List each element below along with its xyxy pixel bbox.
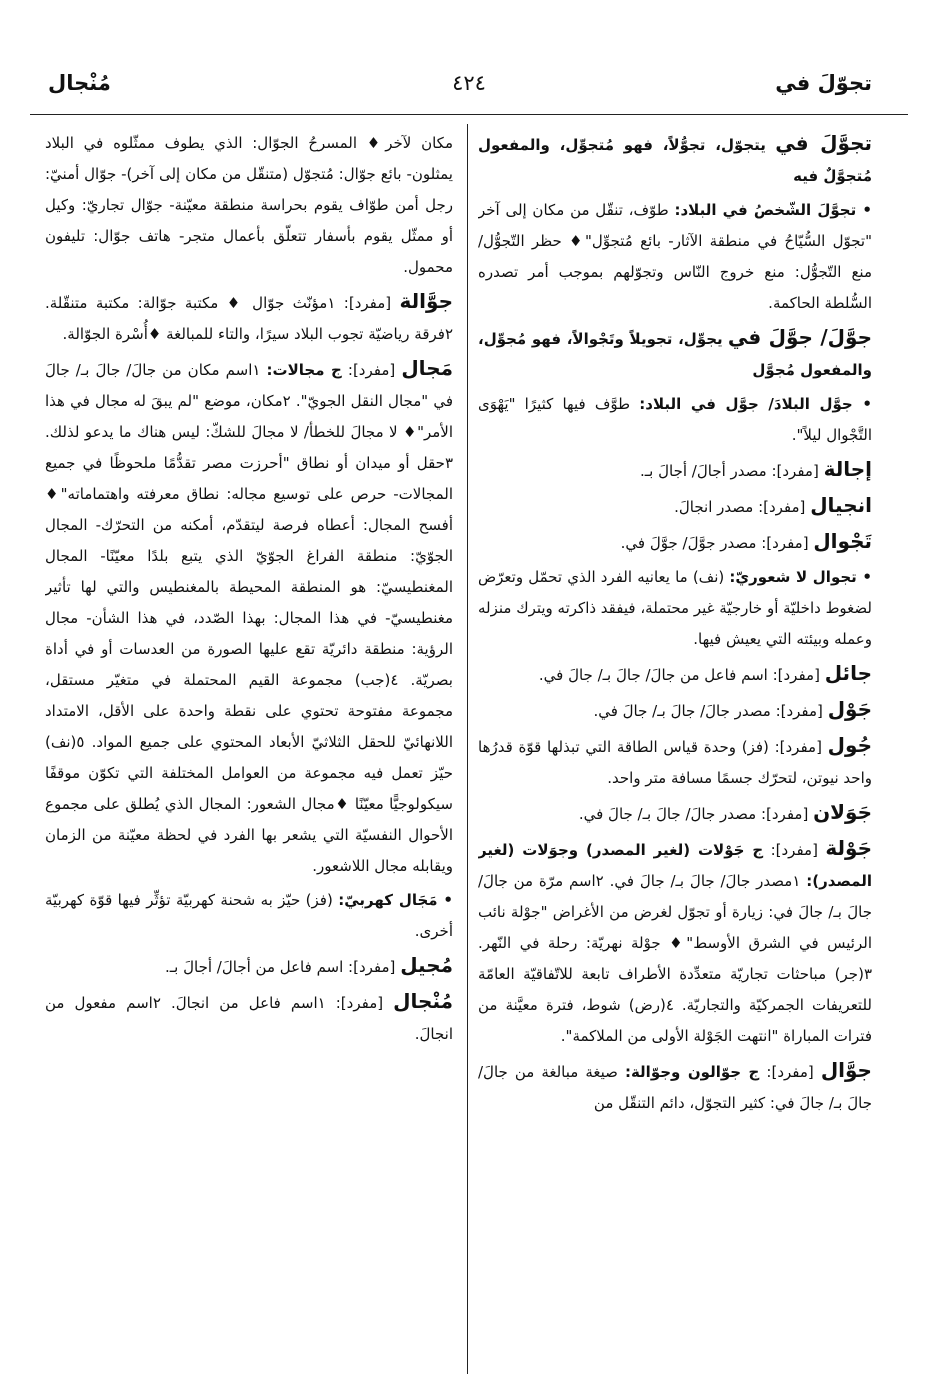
headword: جوَّال bbox=[820, 1058, 872, 1082]
page-number: ٤٢٤ bbox=[452, 71, 486, 95]
headword: جوَّالة bbox=[399, 289, 453, 313]
subentry-head: • جوَّل البلادَ/ جوَّل في البلاد: bbox=[639, 395, 872, 413]
entry-munjal bbox=[45, 986, 453, 1050]
definition: ١اسم مكان من جالَ/ جالَ بـ/ جالَ في "مجال النقل الجويّ". ٢مكان، موضع "لم يبقَ له مجال في هذا الأمر"♦ لا مجالَ للخطأ/ لا مجالَ للشكّ: ليس هناك ما يدعو لذلك. ٣حقل أو ميدان أو نطاق "أحرزت مصر تقدُّمًا ملحوظًا في جميع المجالات- حرص على توسيع مجاله: نطاق معرفته واهتماماته"♦ أفسح المجال: أعطاه فرصة ليتقدّم، أمكنه من التحرّك- المجال الجوّيّ: منطقة الفراغ الجوّيّ الذي يتبع بلدًا معيّنًا- المجال المغنطيسيّ: هو المنطقة المحيطة بالمغنطيس والتي لها تأثير مغنطيسيّ- في هذا المجال: بهذا الصّدد، في هذا الشأن- مجال الرؤية: منطقة دائريّة تقع عليها الصورة من العدسات أو في أداة بصريّة. ٤(جب) مجموعة القيم المحتملة في متغيّر مستقل، مجموعة مفتوحة تحتوي على نقطة واحدة على الأقل، الامتداد اللانهائيّ للحقل الثلاثيّ الأبعاد المحتوي على جميع المواد. ٥(نف) حيّز تعمل فيه مجموعة من العوامل المختلفة التي تكوّن موقفًا سيكولوجيًّا معيّنًا ♦مجال الشعور: المجال الذي يُطلق على مجموع الأحوال النفسيّة التي يشعر بها الفرد في لحظة معيّنة من الزمان ويقابله مجال اللاشعور. bbox=[45, 361, 453, 875]
subentry-jawwala-bilad bbox=[478, 389, 872, 451]
entry-jawwal-continued bbox=[45, 128, 453, 283]
definition: [مفرد]: ١مؤنّث جوّال ♦ مكتبة جوّالة: مكتبة متنقّلة. ٢فرقة رياضيّة تجوب البلاد سيرًا، والتاء للمبالغة ♦أُسْرة الجوّالة. bbox=[45, 294, 453, 343]
headword: إجالة bbox=[823, 457, 872, 481]
entry-tajwal bbox=[478, 526, 872, 559]
running-head-right: تجوّلَ في bbox=[775, 71, 872, 95]
entry-jawwala-fem bbox=[45, 286, 453, 350]
subentry-head: • تجوَّلَ الشّخصُ في البلاد: bbox=[674, 201, 872, 219]
headword: جَوْلة bbox=[825, 836, 872, 860]
headword: مُجيل bbox=[400, 953, 453, 977]
subentry-tajawwala-shakhs bbox=[478, 195, 872, 319]
headword: انجيال bbox=[810, 493, 872, 517]
conjugation: يجوِّل، تجويلاً وتَجْوالاً، فهو مُجوِّل، والمفعول مُجوَّل bbox=[478, 330, 872, 379]
definition: [مفرد]: (فز) وحدة قياس الطاقة التي تبذلها قوّة قدرُها واحد نيوتن، لتحرّك جسمًا مسافة متر واحد. bbox=[478, 738, 872, 787]
definition: [مفرد]: اسم فاعل من جالَ/ جالَ بـ/ جالَ في. bbox=[538, 666, 820, 684]
entry-jawl bbox=[478, 694, 872, 727]
definition: [مفرد]: اسم فاعل من أجالَ/ أجالَ بـ. bbox=[165, 958, 396, 976]
headword: مَجال bbox=[401, 356, 453, 380]
entry-mujil bbox=[45, 950, 453, 983]
definition: [مفرد]: مصدر انجالَ. bbox=[674, 498, 806, 516]
definition: مكان لآخر♦ المسرحُ الجوّال: الذي يطوف ممثّلوه في البلاد يمثلون- بائع جوّال: مُتجوّل (متنقّل من مكان إلى آخر)- جوّال أمنيّ: رجل أمن طوّاف يقوم بحراسة منطقة معيّنة- جوّال تجاريّ: وكيل أو ممثّل يقوم بأسفار تتعلّق بأعمال متجر- هاتف جوّال: تليفون محمول. bbox=[45, 134, 453, 276]
right-column bbox=[478, 128, 872, 1373]
definition: (نف) ما يعانيه الفرد الذي تحمّل وتعرّض لضغوط داخليّة أو خارجيّة غير محتملة، فيفقد ذاكرته ويترك منزله وعمله وبيئته التي يعيش فيها. bbox=[478, 568, 872, 648]
entry-tajawwala bbox=[478, 128, 872, 192]
entry-ijala bbox=[478, 454, 872, 487]
definition: [مفرد]: مصدر جوَّلَ/ جوَّلَ في. bbox=[620, 534, 809, 552]
definition: [مفرد]: مصدر جالَ/ جالَ بـ/ جالَ في. bbox=[578, 805, 809, 823]
subentry-head: • تجوال لا شعوريّ: bbox=[729, 568, 872, 586]
pos-label: [مفرد]: bbox=[766, 1063, 814, 1081]
headword: جَوْل bbox=[827, 697, 872, 721]
entry-joule bbox=[478, 730, 872, 794]
definition: [مفرد]: مصدر أجالَ/ أجالَ بـ. bbox=[640, 462, 819, 480]
plural-forms: ج مجالات: bbox=[266, 361, 342, 379]
headword: مُنْجال bbox=[393, 989, 453, 1013]
definition: [مفرد]: مصدر جالَ/ جالَ بـ/ جالَ في. bbox=[593, 702, 823, 720]
column-divider bbox=[467, 124, 468, 1374]
headword: تجوَّلَ في bbox=[775, 131, 872, 155]
entry-jawwala bbox=[478, 322, 872, 386]
pos-label: [مفرد]: bbox=[347, 361, 396, 379]
subentry-tajwal-la-shuuri bbox=[478, 562, 872, 655]
entry-jawwal bbox=[478, 1055, 872, 1119]
header-rule bbox=[30, 114, 908, 115]
conjugation: يتجوّل، تجوُّلاً، فهو مُتجوِّل، والمفعول مُتجوَّلٌ فيه bbox=[478, 136, 872, 185]
running-head-left: مُنْجال bbox=[48, 71, 111, 95]
definition: صيغة مبالغة من جالَ/ جالَ بـ/ جالَ في: كثير التجوّل، دائم التنقّل من bbox=[478, 1063, 872, 1112]
headword: جائل bbox=[824, 661, 872, 685]
subentry-head: • مَجَال كهربيّ: bbox=[338, 891, 453, 909]
definition: (فز) حيّز به شحنة كهربيّة تؤثِّر فيها قوّة كهربيّة أخرى. bbox=[45, 891, 453, 940]
pos-label: [مفرد]: bbox=[770, 841, 818, 859]
headword: جوَّلَ/ جوَّلَ في bbox=[727, 325, 872, 349]
definition: طوَّف فيها كثيرًا "يَهْوَى التَّجْوال ليلاً". bbox=[478, 395, 872, 444]
entry-majal bbox=[45, 353, 453, 882]
headword: جُول bbox=[827, 733, 872, 757]
entry-jail bbox=[478, 658, 872, 691]
headword: جَوَلان bbox=[813, 800, 872, 824]
plural-forms: ج جَوْلات (لغير المصدر) وجوَلات (لغير المصدر): bbox=[478, 841, 872, 890]
left-column bbox=[45, 128, 453, 1373]
headword: تَجْوال bbox=[813, 529, 872, 553]
definition: ١مصدر جالَ/ جالَ بـ/ جالَ في. ٢اسم مرّة من جالَ/ جالَ بـ/ جالَ في: زيارة أو تجوّل لغرض من الأغراض "جوْلة نائب الرئيس في الشرق الأوسط"♦ جوْلة نهريّة: رحلة في النّهر. ٣(جر) مباحثات تجاريّة متعدِّدة الأطراف تابعة للاتّفاقيّة العامّة للتعريفات الجمركيّة والتجاريّة. ٤(رض) شوط، فترة معيَّنة من فترات المباراة "انتهت الجَوْلة الأولى من الملاكمة". bbox=[478, 872, 872, 1045]
entry-jawalan bbox=[478, 797, 872, 830]
subentry-majal-kahrabi bbox=[45, 885, 453, 947]
definition: [مفرد]: ١اسم فاعل من انجالَ. ٢اسم مفعول من انجالَ. bbox=[45, 994, 453, 1043]
entry-jawla bbox=[478, 833, 872, 1052]
plural-forms: ج جوّالون وجوّالة: bbox=[624, 1063, 760, 1081]
entry-injiyal bbox=[478, 490, 872, 523]
definition: طوّف، تنقّل من مكان إلى آخر "تجوّل السُّيّاحُ في منطقة الآثار- بائع مُتجوِّل"♦ حظر التّجوُّل/ منع التّجوُّل: منع خروج النّاس وتجوّلهم بموجب أمر تصدره السُّلطة الحاكمة. bbox=[478, 201, 872, 312]
